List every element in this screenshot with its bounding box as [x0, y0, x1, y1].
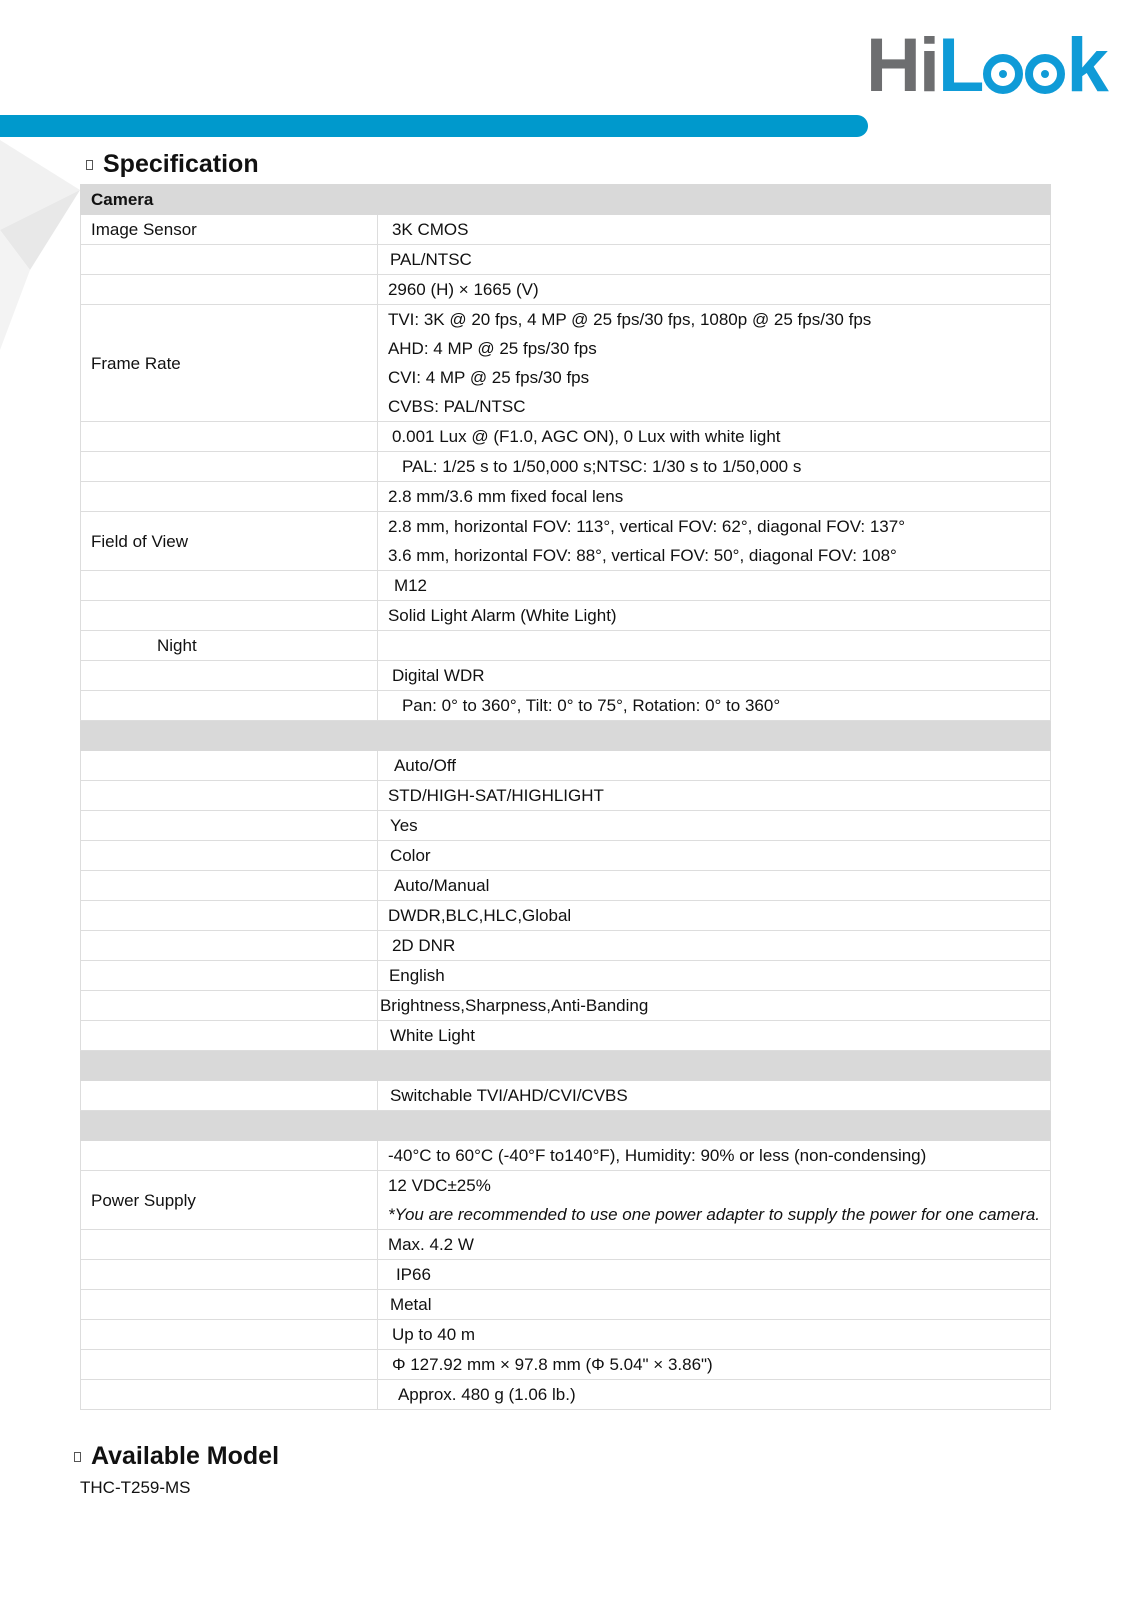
spec-value-line: AHD: 4 MP @ 25 fps/30 fps: [387, 339, 597, 358]
spec-label: [81, 691, 378, 721]
spec-row: [81, 931, 1051, 961]
spec-value: [377, 1320, 1050, 1350]
spec-value: [377, 1081, 1050, 1111]
spec-value: [377, 931, 1050, 961]
spec-value-line: CVI: 4 MP @ 25 fps/30 fps: [387, 368, 590, 387]
spec-row: [81, 751, 1051, 781]
spec-value: [377, 452, 1050, 482]
spec-value-line: 2960 (H) × 1665 (V): [387, 280, 539, 299]
spec-row: [81, 631, 1051, 661]
spec-row: [81, 1081, 1051, 1111]
spec-value-line: Brightness,Sharpness,Anti-Banding: [379, 996, 649, 1015]
spec-row: [81, 1350, 1051, 1380]
section-header-row: [81, 185, 1051, 215]
spec-row: [81, 841, 1051, 871]
spec-value-line: Color: [389, 846, 431, 865]
spec-value: [377, 1230, 1050, 1260]
spec-label: [81, 1290, 378, 1320]
spec-row: [81, 1320, 1051, 1350]
spec-value: [377, 1380, 1050, 1410]
section-header-row: [81, 1051, 1051, 1081]
section-header-row: [81, 1111, 1051, 1141]
spec-label: [81, 1021, 378, 1051]
spec-value: [377, 751, 1050, 781]
spec-value: [377, 811, 1050, 841]
spec-value-line: Auto/Off: [393, 756, 456, 775]
spec-table: [80, 184, 1051, 1410]
spec-row: [81, 512, 1051, 571]
spec-row: [81, 1260, 1051, 1290]
spec-row: [81, 275, 1051, 305]
spec-value-line: 2.8 mm, horizontal FOV: 113°, vertical FOV: 62°, diagonal FOV: 137°: [387, 517, 906, 536]
spec-row: [81, 601, 1051, 631]
available-model-title: Available Model: [91, 1442, 280, 1470]
spec-value: [377, 1141, 1050, 1171]
spec-label: Power Supply: [81, 1171, 378, 1230]
spec-value-line: CVBS: PAL/NTSC: [387, 397, 526, 416]
spec-label: [81, 452, 378, 482]
spec-value: [377, 275, 1050, 305]
spec-label: [81, 961, 378, 991]
spec-row: [81, 811, 1051, 841]
spec-value: [377, 422, 1050, 452]
spec-row: [81, 871, 1051, 901]
section-label: [81, 1111, 1051, 1141]
spec-value: [377, 841, 1050, 871]
spec-label: [81, 1230, 378, 1260]
spec-value: [377, 1260, 1050, 1290]
spec-value-line: Yes: [389, 816, 418, 835]
section-label: [81, 1051, 1051, 1081]
spec-row: [81, 422, 1051, 452]
spec-value-line: Solid Light Alarm (White Light): [387, 606, 617, 625]
spec-label: [81, 841, 378, 871]
specification-heading: [86, 150, 259, 179]
spec-value: [377, 601, 1050, 631]
spec-value: [377, 901, 1050, 931]
spec-value: [377, 961, 1050, 991]
spec-row: [81, 571, 1051, 601]
spec-row: [81, 691, 1051, 721]
spec-value: [377, 245, 1050, 275]
spec-label: [81, 571, 378, 601]
spec-row: [81, 215, 1051, 245]
spec-value-line: Digital WDR: [391, 666, 485, 685]
spec-value-line: IP66: [395, 1265, 431, 1284]
spec-value-line: Switchable TVI/AHD/CVI/CVBS: [389, 1086, 628, 1105]
spec-row: [81, 1290, 1051, 1320]
header-accent-bar: [0, 115, 868, 137]
spec-value-line: TVI: 3K @ 20 fps, 4 MP @ 25 fps/30 fps, 1080p @ 25 fps/30 fps: [387, 310, 872, 329]
spec-value-line: -40°C to 60°C (-40°F to140°F), Humidity: 90% or less (non-condensing): [387, 1146, 927, 1165]
spec-label: [81, 482, 378, 512]
spec-value-line: M12: [393, 576, 428, 595]
watermark-graphic: [0, 140, 90, 370]
spec-row: [81, 245, 1051, 275]
spec-value-line: 12 VDC±25%: [387, 1176, 491, 1195]
spec-value: [377, 631, 1050, 661]
spec-value: [377, 1021, 1050, 1051]
spec-value-line: 3.6 mm, horizontal FOV: 88°, vertical FOV: 50°, diagonal FOV: 108°: [387, 546, 897, 565]
bullet-icon: [74, 1452, 81, 1462]
spec-label: [81, 275, 378, 305]
spec-value-line: 3K CMOS: [391, 220, 469, 239]
spec-value: [377, 512, 1050, 571]
spec-label: [81, 751, 378, 781]
spec-row: [81, 781, 1051, 811]
available-model-heading: [74, 1442, 279, 1471]
spec-value: [377, 1350, 1050, 1380]
spec-value-line: STD/HIGH-SAT/HIGHLIGHT: [387, 786, 604, 805]
section-label: [81, 721, 1051, 751]
section-label: Camera: [81, 185, 1051, 215]
spec-label: [81, 601, 378, 631]
spec-label: [81, 991, 378, 1021]
spec-label: [81, 1320, 378, 1350]
spec-label: [81, 1380, 378, 1410]
spec-value: [377, 1290, 1050, 1320]
spec-row: [81, 1141, 1051, 1171]
spec-label: [81, 871, 378, 901]
spec-value-line: Metal: [389, 1295, 432, 1314]
spec-value-line: Auto/Manual: [393, 876, 490, 895]
spec-value-line: Φ 127.92 mm × 97.8 mm (Φ 5.04" × 3.86"): [391, 1355, 713, 1374]
spec-label: [81, 931, 378, 961]
spec-label: Frame Rate: [81, 305, 378, 422]
spec-row: [81, 305, 1051, 422]
spec-value-line: Approx. 480 g (1.06 lb.): [397, 1385, 576, 1404]
spec-label: Night: [81, 631, 378, 661]
spec-value: [377, 781, 1050, 811]
spec-value-line: Up to 40 m: [391, 1325, 476, 1344]
spec-value: [377, 571, 1050, 601]
spec-label: Image Sensor: [81, 215, 378, 245]
spec-row: [81, 1380, 1051, 1410]
spec-row: [81, 661, 1051, 691]
spec-value: [377, 305, 1050, 422]
spec-label: [81, 1141, 378, 1171]
spec-value: [377, 482, 1050, 512]
spec-value-line: DWDR,BLC,HLC,Global: [387, 906, 572, 925]
spec-row: [81, 961, 1051, 991]
hilook-logo: Hi L k: [866, 22, 1107, 108]
spec-row: [81, 1171, 1051, 1230]
spec-row: [81, 901, 1051, 931]
section-header-row: [81, 721, 1051, 751]
bullet-icon: [86, 160, 93, 170]
spec-value-line: White Light: [389, 1026, 475, 1045]
spec-value-line: 2D DNR: [391, 936, 456, 955]
spec-label: Field of View: [81, 512, 378, 571]
spec-value: [377, 1171, 1050, 1230]
spec-value-line: PAL: 1/25 s to 1/50,000 s;NTSC: 1/30 s to 1/50,000 s: [401, 457, 802, 476]
model-number: THC-T259-MS: [80, 1478, 191, 1497]
spec-value: [377, 215, 1050, 245]
spec-label: [81, 1260, 378, 1290]
spec-value-line: 0.001 Lux @ (F1.0, AGC ON), 0 Lux with white light: [391, 427, 781, 446]
spec-value: [377, 871, 1050, 901]
spec-row: [81, 1021, 1051, 1051]
spec-label: [81, 781, 378, 811]
spec-label: [81, 422, 378, 452]
spec-row: [81, 1230, 1051, 1260]
spec-value-line: 2.8 mm/3.6 mm fixed focal lens: [387, 487, 624, 506]
specification-title: Specification: [103, 150, 259, 178]
spec-label: [81, 901, 378, 931]
spec-value-line: PAL/NTSC: [389, 250, 472, 269]
spec-row: [81, 452, 1051, 482]
spec-value-line: Pan: 0° to 360°, Tilt: 0° to 75°, Rotation: 0° to 360°: [401, 696, 781, 715]
spec-label: [81, 811, 378, 841]
spec-row: [81, 991, 1051, 1021]
spec-value-line: *You are recommended to use one power adapter to supply the power for one camera.: [387, 1205, 1040, 1224]
spec-label: [81, 245, 378, 275]
spec-value-line: Max. 4.2 W: [387, 1235, 474, 1254]
spec-row: [81, 482, 1051, 512]
spec-label: [81, 1081, 378, 1111]
spec-value: [377, 661, 1050, 691]
spec-value: [377, 991, 1050, 1021]
spec-label: [81, 661, 378, 691]
spec-value-line: English: [388, 966, 445, 985]
spec-value: [377, 691, 1050, 721]
spec-label: [81, 1350, 378, 1380]
